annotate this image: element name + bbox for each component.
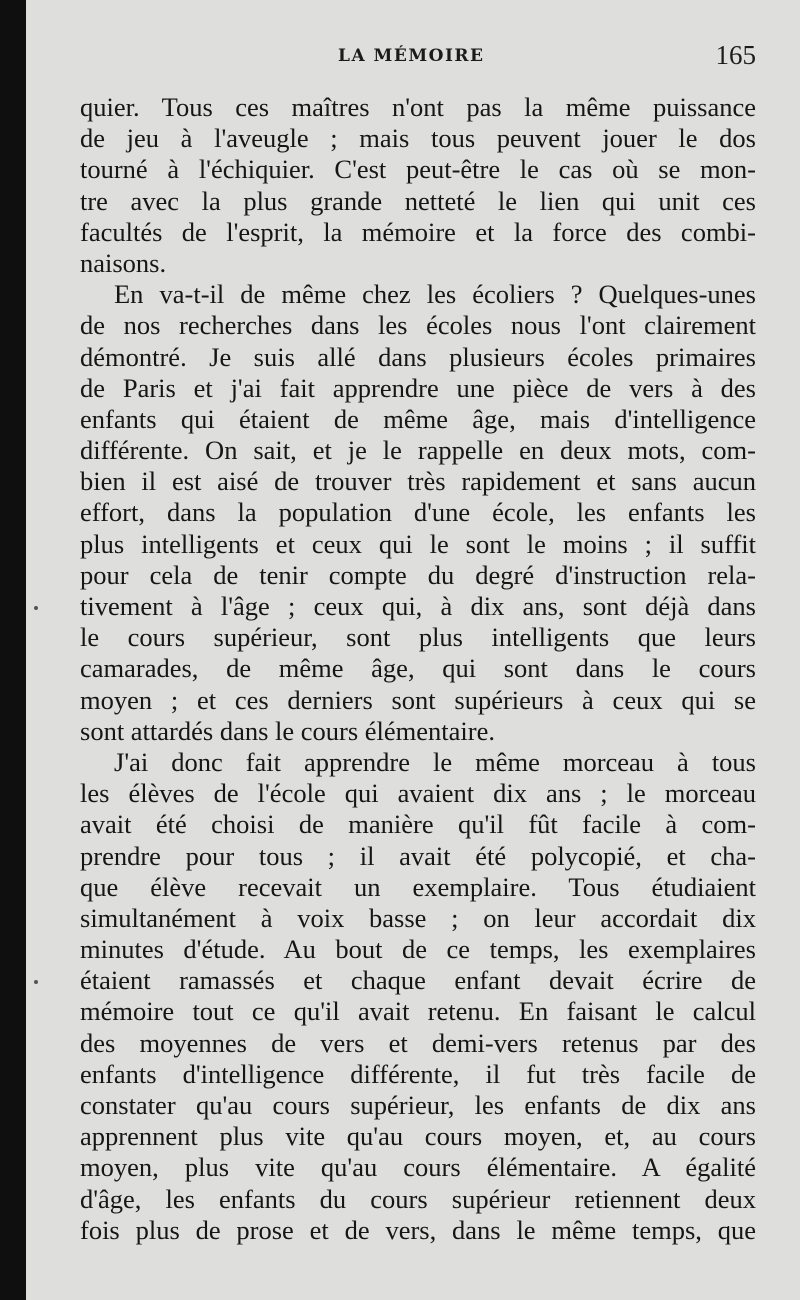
text-line: prendre pour tous ; il avait été polycopié, et cha- — [80, 840, 756, 871]
text-line: pour cela de tenir compte du degré d'instruction rela- — [80, 559, 756, 590]
text-line: apprennent plus vite qu'au cours moyen, et, au cours — [80, 1121, 756, 1152]
scan-speck — [34, 980, 38, 984]
text-line: mémoire tout ce qu'il avait retenu. En faisant le calcul — [80, 996, 756, 1027]
text-line: fois plus de prose et de vers, dans le même temps, que — [80, 1214, 756, 1245]
page-number: 165 — [715, 40, 756, 70]
text-line: de nos recherches dans les écoles nous l'ont clairement — [80, 310, 756, 341]
page-header — [80, 42, 760, 74]
text-line: démontré. Je suis allé dans plusieurs écoles primaires — [80, 341, 756, 372]
text-line: J'ai donc fait apprendre le même morceau à tous — [114, 746, 756, 777]
text-line: d'âge, les enfants du cours supérieur retiennent deux — [80, 1183, 756, 1214]
text-line: simultanément à voix basse ; on leur accordait dix — [80, 902, 756, 933]
text-line: enfants qui étaient de même âge, mais d'intelligence — [80, 403, 756, 434]
text-line: que élève recevait un exemplaire. Tous étudiaient — [80, 871, 756, 902]
text-line: tre avec la plus grande netteté le lien qui unit ces — [80, 185, 756, 216]
running-title: LA MÉMOIRE — [338, 46, 485, 66]
text-line: constater qu'au cours supérieur, les enfants de dix ans — [80, 1090, 756, 1120]
text-line: facultés de l'esprit, la mémoire et la force des combi- — [80, 216, 756, 247]
text-line: des moyennes de vers et demi-vers retenus par des — [80, 1027, 756, 1058]
text-line: camarades, de même âge, qui sont dans le cours — [80, 653, 756, 684]
text-line: enfants d'intelligence différente, il fut très facile de — [80, 1058, 756, 1089]
scan-speck — [34, 606, 38, 610]
text-line: tivement à l'âge ; ceux qui, à dix ans, sont déjà dans — [80, 591, 756, 621]
text-line: plus intelligents et ceux qui le sont le moins ; il suffit — [80, 528, 756, 559]
text-line: tourné à l'échiquier. C'est peut-être le cas où se mon- — [80, 154, 756, 185]
text-line: étaient ramassés et chaque enfant devait écrire de — [80, 965, 756, 996]
text-line: minutes d'étude. Au bout de ce temps, les exemplaires — [80, 934, 756, 965]
text-line: de jeu à l'aveugle ; mais tous peuvent jouer le dos — [80, 123, 756, 154]
text-line: moyen ; et ces derniers sont supérieurs à ceux qui se — [80, 684, 756, 715]
text-line: naisons. — [80, 247, 167, 278]
text-line: bien il est aisé de trouver très rapidement et sans aucun — [80, 466, 756, 497]
text-line: différente. On sait, et je le rappelle en deux mots, com- — [80, 435, 756, 466]
text-line: le cours supérieur, sont plus intelligents que leurs — [80, 622, 756, 653]
text-line: effort, dans la population d'une école, les enfants les — [80, 497, 756, 528]
text-line: de Paris et j'ai fait apprendre une pièce de vers à des — [80, 372, 756, 403]
text-line: En va-t-il de même chez les écoliers ? Quelques-unes — [114, 279, 756, 310]
text-line: moyen, plus vite qu'au cours élémentaire. A égalité — [80, 1152, 756, 1183]
text-line: quier. Tous ces maîtres n'ont pas la même puissance — [80, 92, 756, 122]
text-line: sont attardés dans le cours élémentaire. — [80, 715, 496, 746]
text-line: les élèves de l'école qui avaient dix ans ; le morceau — [80, 778, 756, 809]
scan-binding-edge — [0, 0, 26, 1300]
text-body — [80, 92, 756, 1246]
text-line: avait été choisi de manière qu'il fût facile à com- — [80, 809, 756, 840]
